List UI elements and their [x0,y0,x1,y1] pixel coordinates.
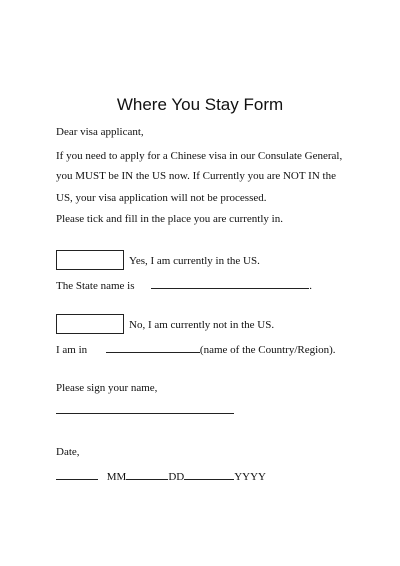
date-yyyy-label: YYYY [234,471,266,483]
state-name-row [56,277,312,293]
date-month-field[interactable] [56,468,98,480]
state-name-period: . [309,280,313,292]
in-us-checkbox[interactable] [56,250,124,270]
country-prefix: I am in [56,344,88,356]
date-day-field[interactable] [126,468,168,480]
intro-line-1: Dear visa applicant, [56,126,144,138]
date-row [56,468,266,484]
country-suffix: (name of the Country/Region). [199,344,336,356]
not-in-us-checkbox[interactable] [56,314,124,334]
date-mm-label: MM [106,471,127,483]
signature-prompt: Please sign your name, [56,382,158,394]
date-year-field[interactable] [184,468,234,480]
state-name-label: The State name is [56,280,135,292]
date-label: Date, [56,446,80,458]
in-us-label: Yes, I am currently in the US. [129,255,260,267]
country-field[interactable] [106,341,200,353]
intro-line-2: If you need to apply for a Chinese visa in our Consulate General, [56,150,343,162]
state-name-field[interactable] [151,277,309,289]
intro-line-4: US, your visa application will not be processed. [56,192,267,204]
signature-field[interactable] [56,413,234,414]
form-title: Where You Stay Form [116,95,284,114]
date-dd-label: DD [168,471,185,483]
country-row [56,341,336,357]
intro-line-3: you MUST be IN the US now. If Currently you are NOT IN the [56,170,336,182]
intro-line-5: Please tick and fill in the place you are currently in. [56,213,283,225]
not-in-us-label: No, I am currently not in the US. [129,319,275,331]
